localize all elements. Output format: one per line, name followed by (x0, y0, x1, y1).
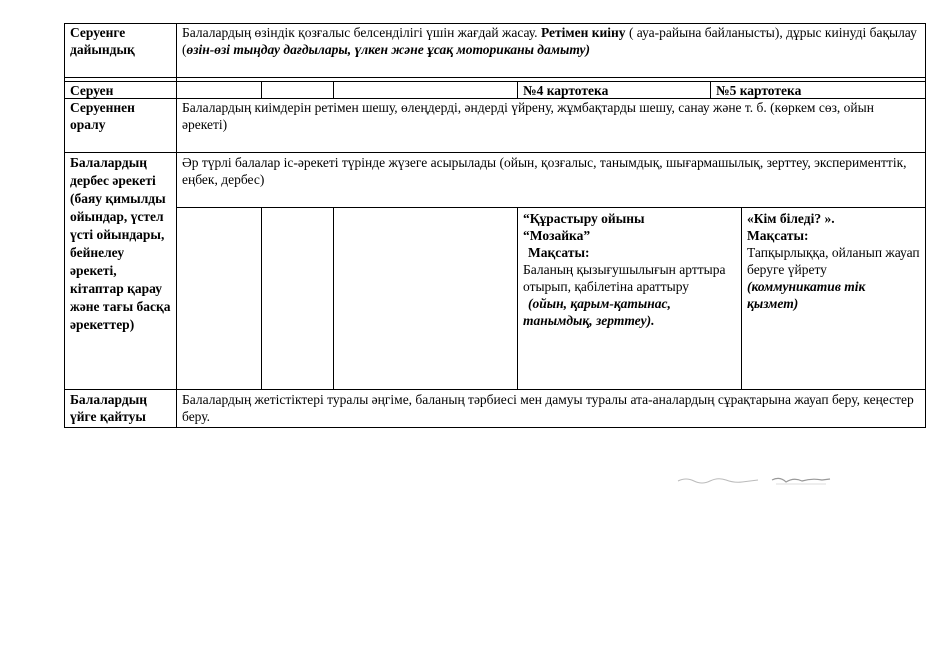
game2-note: (коммуникатив тік қызмет) (747, 279, 866, 311)
rule (64, 152, 926, 153)
card-4: №4 картотека (523, 83, 609, 98)
independent-label: Балалардың дербес әрекеті (баяу қимылды ойындар, үстел үсті ойындары, бейнелеу әрекеті, кітаптар қарау және тағы басқа әрекеттер) (70, 155, 171, 332)
rule (741, 207, 742, 389)
game1-note: (ойын, қарым-қатынас, танымдық, зерттеу). (523, 296, 671, 328)
prep-text-part2: ( ауа-райына байланысты), дұрыс киінуді бақылау ( (182, 25, 917, 57)
rule (333, 81, 334, 98)
rule (333, 207, 334, 389)
game1-goal-label: Мақсаты: (528, 245, 590, 260)
schedule-table (64, 23, 926, 428)
rule (64, 427, 926, 428)
independent-text: Әр түрлі балалар іс-әрекеті түрінде жүзеге асырылады (ойын, қозғалыс, танымдық, шығармашылық, зерттеу, эксперименттік, еңбек, дербес) (182, 155, 907, 187)
prep-text-bold: Ретімен киіну (540, 25, 626, 40)
game2-goal-text: Тапқырлыққа, ойланып жауап беруге үйрету (747, 245, 920, 277)
game-who-knows (743, 210, 925, 312)
prep-label: Серуенге дайындық (70, 25, 135, 57)
signature-mark (676, 474, 832, 486)
rule (64, 23, 65, 428)
rule (710, 81, 711, 98)
rule (64, 389, 926, 390)
game2-title: «Кім біледі? ». (747, 211, 835, 226)
prep-text-skills: өзін-өзі тыңдау дағдылары, үлкен және ұсақ моториканы дамыту) (186, 42, 591, 57)
home-label: Балалардың үйге қайтуы (70, 392, 148, 424)
game2-goal-label: Мақсаты: (747, 228, 809, 243)
walk-label: Серуен (70, 83, 114, 98)
prep-text (178, 24, 924, 58)
prep-text-part1: Балалардың өзіндік қозғалыс белсенділігі үшін жағдай жасау. (182, 25, 541, 40)
return-text: Балалардың киімдерін ретімен шешу, өлеңдерді, әндерді үйрену, жұмбақтарды шешу, санау және т. б. (көркем сөз, ойын әрекеті) (182, 100, 874, 132)
return-label: Серуеннен оралу (70, 100, 135, 132)
game1-title1: “Құрастыру ойыны (523, 211, 645, 226)
game1-goal-text: Баланың қызығушылығын арттыра отырып, қабілетіна араттыру (523, 262, 726, 294)
rule (517, 81, 518, 98)
game-mosaic (519, 210, 741, 329)
rule (64, 77, 926, 78)
game1-title2: “Мозайка” (523, 228, 591, 243)
home-text: Балалардың жетістіктері туралы әңгіме, баланың тәрбиесі мен дамуы туралы ата-аналардың сұрақтарына жауап беру, кеңестер беру. (182, 392, 914, 424)
rule (517, 207, 518, 389)
card-5: №5 картотека (716, 83, 802, 98)
rule (176, 23, 177, 428)
rule (176, 207, 926, 208)
rule (261, 81, 262, 98)
rule (925, 23, 926, 428)
rule (261, 207, 262, 389)
